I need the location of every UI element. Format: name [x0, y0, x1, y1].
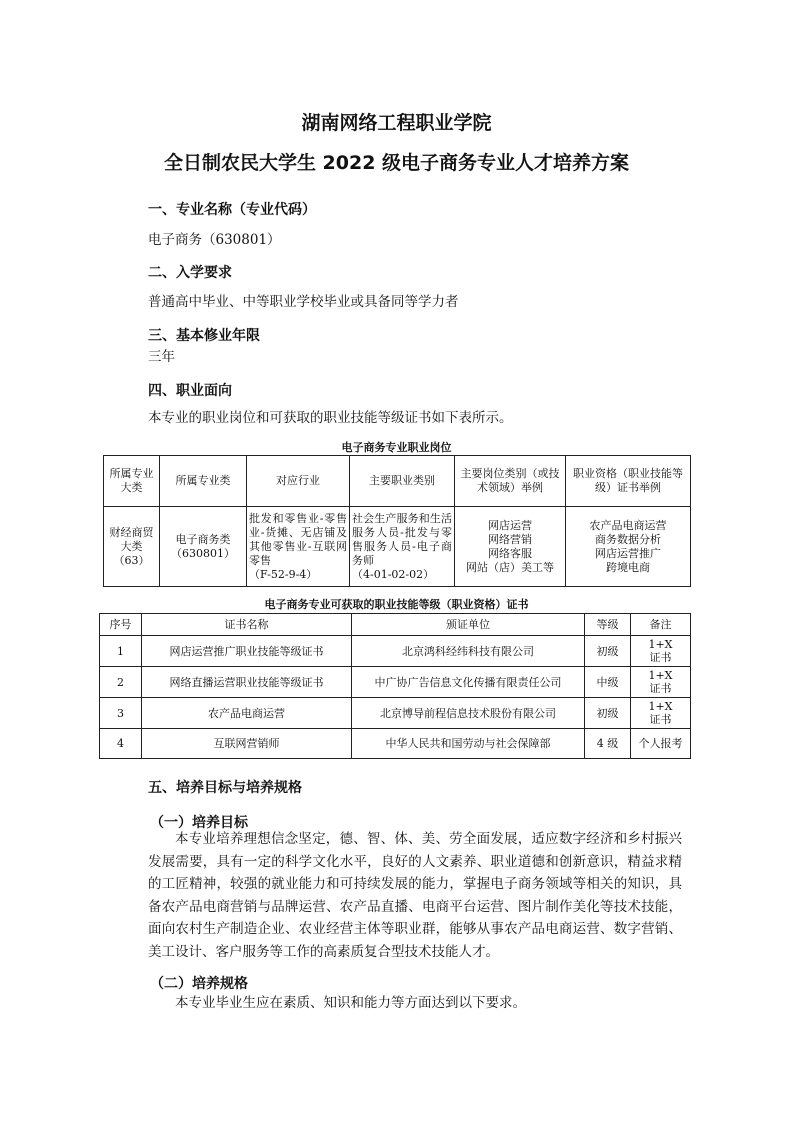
table-header-cell: 对应行业: [247, 456, 350, 507]
table-row: [100, 729, 691, 759]
section-1-heading: 一、专业名称（专业代码）: [148, 202, 316, 218]
table-header-row: [104, 456, 691, 507]
occupation-code: （4-01-02-02）: [352, 567, 435, 581]
table-header-row: [100, 614, 691, 636]
position-examples-cell: 网店运营 网络营销 网络客服 网站（店）美工等: [455, 507, 566, 587]
table-cell: 网店运营推广职业技能等级证书: [142, 636, 352, 667]
table-cell: 北京鸿科经纬科技有限公司: [352, 636, 585, 667]
table-cell: 1+X 证书: [631, 698, 691, 729]
table-cell: 中级: [585, 667, 631, 698]
section-2-heading: 二、入学要求: [148, 265, 232, 281]
training-objective-paragraph: 本专业培养理想信念坚定，德、智、体、美、劳全面发展，适应数字经济和乡村振兴发展需要，具有一定的科学文化水平，良好的人文素养、职业道德和创新意识，精益求精的工匠精神，较强的就业能力和可持续发展的能力，掌握电子商务领域等相关的知识，具备农产品电商营销与品牌运营、农产品直播、电商平台运营、图片制作美化等技术技能，面向农村生产制造企业、农业经营主体等职业群，能够从事农产品电商运营、数字营销、美工设计、客户服务等工作的高素质复合型技术技能人才。: [148, 831, 682, 960]
section-2-body: 普通高中毕业、中等职业学校毕业或具备同等学力者: [148, 294, 459, 310]
industry-code: （F-52-9-4）: [249, 567, 318, 581]
table-cell: 4 级: [585, 729, 631, 759]
training-spec-paragraph: 本专业毕业生应在素质、知识和能力等方面达到以下要求。: [175, 995, 526, 1011]
table-cell: 4: [100, 729, 142, 759]
table-header-cell: 所属专业类: [160, 456, 247, 507]
table-header-cell: 主要岗位类别（或技术领域）举例: [455, 456, 566, 507]
table-cell: 1: [100, 636, 142, 667]
table-cell: 网络直播运营职业技能等级证书: [142, 667, 352, 698]
table-cell: 北京博导前程信息技术股份有限公司: [352, 698, 585, 729]
table-header-cell: 备注: [631, 614, 691, 636]
certificate-examples-cell: 农产品电商运营 商务数据分析 网店运营推广 跨境电商: [566, 507, 691, 587]
table-header-cell: 证书名称: [142, 614, 352, 636]
table-row: [100, 667, 691, 698]
section-3-heading: 三、基本修业年限: [148, 328, 260, 344]
table-header-cell: 职业资格（职业技能等级）证书举例: [566, 456, 691, 507]
occupation-cell: [350, 507, 455, 587]
table-cell: 农产品电商运营: [142, 698, 352, 729]
table-header-cell: 所属专业大类: [104, 456, 160, 507]
table-header-cell: 颁证单位: [352, 614, 585, 636]
table-cell: 2: [100, 667, 142, 698]
document-title-plan: 全日制农民大学生 2022 级电子商务专业人才培养方案: [163, 152, 630, 174]
section-4-heading: 四、职业面向: [148, 383, 232, 399]
table-cell: 初级: [585, 698, 631, 729]
table-row: [100, 636, 691, 667]
table-header-cell: 序号: [100, 614, 142, 636]
table-cell: 中广协广告信息文化传播有限责任公司: [352, 667, 585, 698]
table-cell: 互联网营销师: [142, 729, 352, 759]
table-header-cell: 等级: [585, 614, 631, 636]
major-class-cell: 电子商务类（630801）: [160, 507, 247, 587]
table-cell: 1+X 证书: [631, 636, 691, 667]
major-category-cell: 财经商贸大类（63）: [104, 507, 160, 587]
document-title-school: 湖南网络工程职业学院: [301, 112, 492, 134]
table-2-caption: 电子商务专业可获取的职业技能等级（职业资格）证书: [264, 598, 529, 611]
occupation-text: 社会生产服务和生活服务人员-批发与零售服务人员-电子商务师: [352, 511, 452, 567]
table-header-cell: 主要职业类别: [350, 456, 455, 507]
table-cell: 3: [100, 698, 142, 729]
table-cell: 初级: [585, 636, 631, 667]
table-row: [104, 507, 691, 587]
career-positions-table: [103, 455, 691, 587]
table-cell: 1+X 证书: [631, 667, 691, 698]
table-row: [100, 698, 691, 729]
subsection-2-heading: （二）培养规格: [150, 976, 248, 992]
subsection-1-heading: （一）培养目标: [150, 815, 248, 831]
section-4-body: 本专业的职业岗位和可获取的职业技能等级证书如下表所示。: [148, 410, 513, 426]
table-cell: 中华人民共和国劳动与社会保障部: [352, 729, 585, 759]
certificates-table: [99, 613, 691, 759]
industry-text: 批发和零售业-零售业-货摊、无店铺及其他零售业-互联网零售: [249, 511, 347, 567]
industry-cell: [247, 507, 350, 587]
section-1-body: 电子商务（630801）: [148, 232, 281, 248]
table-cell: 个人报考: [631, 729, 691, 759]
section-5-heading: 五、培养目标与培养规格: [148, 780, 302, 796]
section-3-body: 三年: [148, 349, 175, 365]
table-1-caption: 电子商务专业职业岗位: [341, 441, 452, 454]
